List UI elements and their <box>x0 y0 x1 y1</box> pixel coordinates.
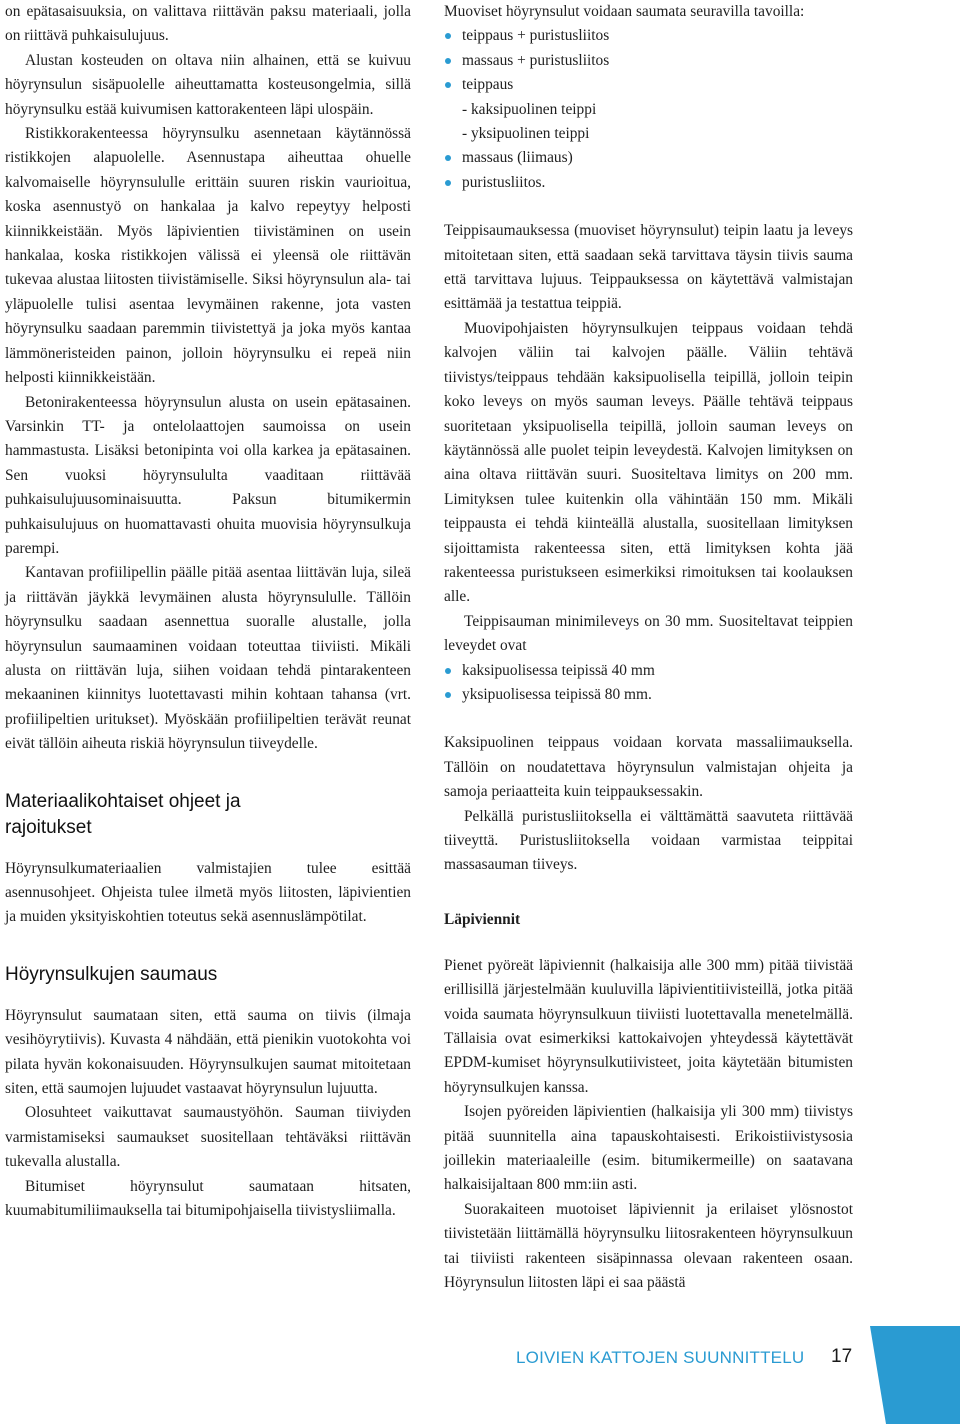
footer-accent-edge <box>870 1326 886 1424</box>
paragraph: on epätasaisuuksia, on valittava riittävän paksu materiaali, jolla on riittävä puhkaisulujuus. <box>5 3 411 45</box>
footer-accent-band <box>886 1326 960 1424</box>
list-item: teippaus <box>444 73 853 97</box>
list-subitem: - yksipuolinen teippi <box>462 125 590 143</box>
paragraph: Isojen pyöreiden läpivientien (halkaisija yli 300 mm) tiivistys pitää suunnitella aina tapauskohtaisesti. Erikoistiivistysosia joillekin materiaaleille (esim. bitumikermeille) on saatavana halkaisijaltaan 800 mm:iin asti. <box>444 1103 853 1194</box>
paragraph: Höyrynsulut saumataan siten, että sauma on tiivis (ilmaja vesihöyrytiivis). Kuvasta 4 nähdään, että pienikin vuotokohta voi pilata hyvän kokonaisuuden. Höyrynsulkujen saumat mitoitetaan siten, että saumojen lujuudet vastaavat höyrynsulun lujuutta. <box>5 1006 411 1098</box>
list-item: puristusliitos. <box>444 171 853 195</box>
paragraph: Ristikkorakenteessa höyrynsulku asennetaan käytännössä ristikkojen alapuolelle. Asennustapa aiheuttaa ohuelle kalvomaiselle höyrynsululle erittäin suuren riskin vaurioitua, koska asennustyö on hankalaa ja kalvo repeytyy helposti kiinnikkeistään. Myös läpivientien tiivistäminen on usein hankalaa, koska ristikkojen välissä ei yleensä ole riittävän tukevaa alustaa liitosten tiivistämiselle. Siksi höyrynsulun ala- tai yläpuolelle tulisi asentaa levymäinen rakenne, jota vasten höyrynsulku saadaan paremmin tiivistettyä ja joka myös kantaa lämmöneristeiden painon, jolloin höyrynsulku ei repeä niin helposti kiinnikkeistään. <box>5 125 411 387</box>
section-heading-materials: Materiaalikohtaiset ohjeet ja rajoitukset <box>5 790 241 838</box>
list-item: massaus (liimaus) <box>444 146 853 170</box>
list-item: yksipuolisessa teipissä 80 mm. <box>444 683 853 707</box>
bullet-icon <box>445 82 451 88</box>
section-heading-seams: Höyrynsulkujen saumaus <box>5 963 218 985</box>
bullet-icon <box>445 668 451 674</box>
bullet-icon <box>445 33 451 39</box>
list-item: massaus + puristusliitos <box>444 49 853 73</box>
list-subitem: - kaksipuolinen teippi <box>462 100 597 118</box>
paragraph: Suorakaiteen muotoiset läpiviennit ja erilaiset ylösnostot tiivistetään liittämällä höyrynsulku liitosrakenteen höyrynsulkuun tai tiiviisti rakenteen sisäpinnassa olevaan rakenteen osaan. Höyrynsulun liitosten läpi ei saa päästä <box>444 1200 853 1292</box>
bullet-icon <box>445 155 451 161</box>
paragraph: Betonirakenteessa höyrynsulun alusta on usein epätasainen. Varsinkin TT- ja ontelolaattojen saumoissa on usein hammastusta. Lisäksi betonipinta voi olla karkea ja epätasainen. Sen vuoksi höyrynsululta vaaditaan riittävää puhkaisulujuusominaisuutta. Paksun bitumikermin puhkaisulujuus on huomattavasti ohuita muovisia höyrynsulkuja parempi. <box>5 393 411 557</box>
paragraph: Teippisauman minimileveys on 30 mm. Suositeltavat teippien leveydet ovat <box>444 612 853 655</box>
paragraph: Pienet pyöreät läpiviennit (halkaisija alle 300 mm) pitää tiivistää erillisillä järjestelmään kuuluvilla läpivientitiivisteillä, jotka pitää voida saumata höyrynsulkuun tiiviisti luotettavalla menetelmällä. Tällaisia ovat esimerkiksi kattokaivojen yhteydessä käytettävät EPDM-kumiset höyrynsulkutiivisteet, joita käytetään bitumisten höyrynsulkujen kanssa. <box>444 956 853 1096</box>
right-column <box>444 0 853 1296</box>
paragraph: Kaksipuolinen teippaus voidaan korvata massaliimauksella. Tällöin on noudatettava höyrynsulun valmistajan ohjeita ja samoja periaatteita kuin teippauksessakin. <box>444 734 853 801</box>
paragraph: Kantavan profiilipellin päälle pitää asentaa liittävän luja, sileä ja riittävän jäykkä levymäinen alusta höyrynsululle. Tällöin höyrynsulku saadaan asennettua suoralle alustalle, jolla höyrynsulun saumaaminen voidaan toteuttaa tiiviisti. Mikäli alusta on riittävän luja, siihen voidaan tehdä pintarakenteen mekaaninen kiinnitys luotettavasti mihin kohtaan tahansa (vrt. profiilipeltien uritukset). Myöskään profiilipeltien terävät reunat eivät tällöin aiheuta riskiä höyrynsulun tiiveydelle. <box>5 564 411 753</box>
paragraph: Olosuhteet vaikuttavat saumaustyöhön. Sauman tiiviyden varmistamiseksi saumaukset suositellaan tehtäväksi riittävän tukevalla alustalla. <box>5 1104 411 1171</box>
bullet-icon <box>445 692 451 698</box>
paragraph: Muoviset höyrynsulut voidaan saumata seuravilla tavoilla: <box>444 3 805 20</box>
paragraph: Muovipohjaisten höyrynsulkujen teippaus voidaan tehdä kalvojen väliin tai kalvojen päälle. Väliin tehtävä tiivistys/teippaus tehdään kaksipuolisella teipillä, jolloin teipin koko leveys on myös sauman leveys. Päälle tehtävä teippaus suoritetaan yksipuolisella teipillä, jolloin sauman leveys on käytännössä alle puolet teipin leveydestä. Kalvojen limityksen on aina oltava riittävän suuri. Suositeltava limitys on 200 mm. Limityksen tulee kuitenkin olla vähintään 150 mm. Mikäli teippausta ei tehdä kiinteällä alustalla, suositellaan limityksen sijoittamista rakenteessa siten, että limityksen kohta jää rakenteessa puristukseen esimerkiksi rimoituksen tai koolauksen alle. <box>444 319 853 606</box>
paragraph: Alustan kosteuden on oltava niin alhainen, että se kuivuu höyrynsulun sisäpuolelle aiheuttamatta kosteusongelmia, sillä höyrynsulku estää kuivumisen kattorakenteen läpi ulospäin. <box>5 51 411 118</box>
paragraph: Höyrynsulkumateriaalien valmistajien tulee esittää asennusohjeet. Ohjeista tulee ilmetä myös liitosten, läpivientien ja muiden yksityiskohtien toteutus sekä asennuslämpötilat. <box>5 859 411 926</box>
seam-methods-list <box>444 24 853 195</box>
list-item: teippaus + puristusliitos <box>444 24 853 48</box>
section-heading-penetrations: Läpiviennit <box>444 910 521 928</box>
page-number: 17 <box>831 1346 853 1367</box>
list-item: kaksipuolisessa teipissä 40 mm <box>444 659 853 683</box>
left-column <box>5 0 411 1223</box>
bullet-icon <box>445 58 451 64</box>
tape-width-list <box>444 659 853 708</box>
paragraph: Pelkällä puristusliitoksella ei välttämättä saavuteta riittävää tiiveyttä. Puristusliitoksella voidaan varmistaa teippitai massasauman tiiveys. <box>444 807 853 874</box>
bullet-icon <box>445 180 451 186</box>
paragraph: Bitumiset höyrynsulut saumataan hitsaten, kuumabitumiliimauksella tai bitumipohjaisella tiivistysliimalla. <box>5 1177 411 1220</box>
footer-title: LOIVIEN KATTOJEN SUUNNITTELU <box>516 1348 805 1367</box>
paragraph: Teippisaumauksessa (muoviset höyrynsulut) teipin laatu ja leveys mitoitetaan siten, että saadaan sekä tarvittava täysin tiivis sauma että tarvittava lujuus. Teippauksessa on käytettävä valmistajan esittämää ja testattua teippiä. <box>444 222 853 313</box>
